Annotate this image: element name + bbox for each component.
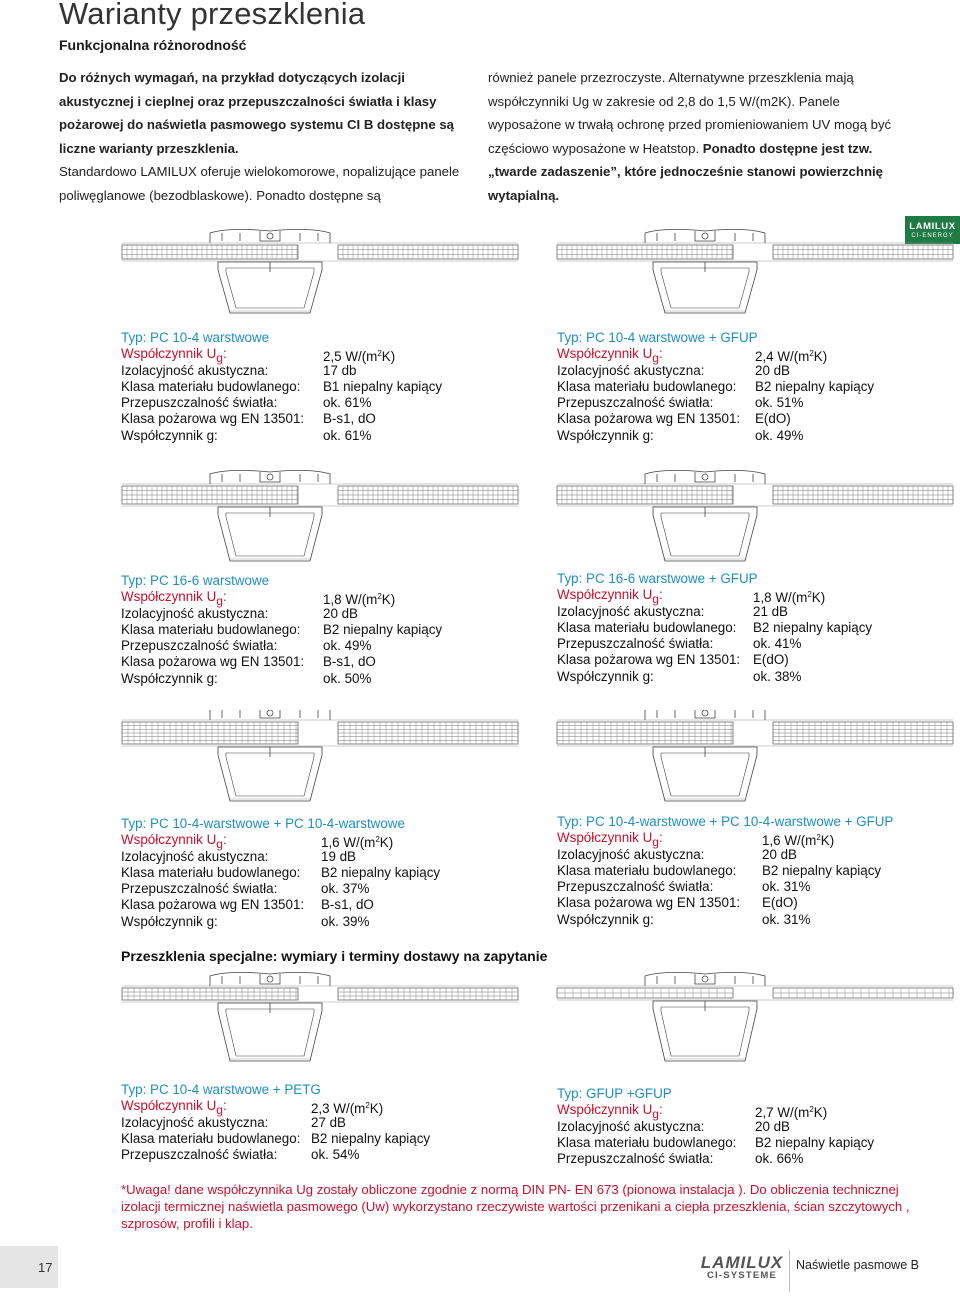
spec-key-light: Przepuszczalność światła: <box>121 638 278 654</box>
spec-value-material: B2 niepalny kapiący <box>321 864 441 880</box>
spec-key: Współczynnik $U_g$: <box>121 346 227 366</box>
spec-key-fire: Klasa pożarowa wg EN 13501: <box>121 411 305 427</box>
spec-row-ug <box>557 830 937 850</box>
profile-drawing-pc-petg <box>120 970 520 1065</box>
footer-product-label: Naświetle pasmowe B <box>796 1258 919 1272</box>
spec-row-material <box>557 379 937 395</box>
spec-value-material: B1 niepalny kapiący <box>323 378 443 394</box>
special-glazing-note: Przeszklenia specjalne: wymiary i terminy dostawy na zapytanie <box>121 948 548 964</box>
spec-key-light: Przepuszczalność światła: <box>121 1147 278 1163</box>
spec-value-acoustic: 20 dB <box>762 846 797 862</box>
spec-key-light: Przepuszczalność światła: <box>557 636 714 652</box>
spec-value-acoustic: 20 dB <box>755 362 790 378</box>
spec-value-acoustic: 20 dB <box>755 1118 790 1134</box>
spec-row-light <box>557 1151 937 1167</box>
ug-subscript: g <box>652 835 659 850</box>
spec-row-material <box>121 1131 541 1147</box>
spec-value-light: ok. 49% <box>323 638 372 654</box>
spec-key-light: Przepuszczalność światła: <box>557 879 714 895</box>
spec-type: Typ: PC 10-4 warstwowe + GFUP <box>557 330 758 345</box>
spec-type: Typ: GFUP +GFUP <box>557 1086 672 1101</box>
spec-row-ug <box>557 1102 937 1122</box>
spec-key-fire: Klasa pożarowa wg EN 13501: <box>121 654 305 670</box>
ug-exponent: 2 <box>375 835 380 845</box>
spec-key-material: Klasa materiału budowlanego: <box>557 619 737 635</box>
spec-row-light <box>121 881 541 897</box>
profile-drawing-double-pc-gfup <box>555 710 955 805</box>
badge-line2: CI-ENERGY <box>911 233 954 239</box>
spec-key-acoustic: Izolacyjność akustyczna: <box>557 846 705 862</box>
ug-label: Współczynnik U <box>557 346 653 362</box>
spec-value-acoustic: 17 db <box>323 362 357 378</box>
ug-label: Współczynnik U <box>121 832 217 848</box>
spec-row-acoustic <box>557 847 937 863</box>
spec-value-light: ok. 66% <box>755 1151 804 1167</box>
spec-type: Typ: PC 10-4-warstwowe + PC 10-4-warstwowe <box>121 816 405 831</box>
badge-line1: LAMILUX <box>909 221 956 232</box>
ug-label: Współczynnik U <box>557 830 653 846</box>
footer-logo-line2: CI-SYSTEME <box>706 1270 778 1281</box>
ug-exponent: 2 <box>809 1105 814 1115</box>
profile-drawing-pc16-6 <box>120 470 520 565</box>
spec-key-fire: Klasa pożarowa wg EN 13501: <box>557 411 741 427</box>
ug-label: Współczynnik U <box>121 589 217 605</box>
ug-unit-end: K) <box>811 590 826 606</box>
spec-type: Typ: PC 10-4 warstwowe <box>121 330 270 345</box>
spec-key-acoustic: Izolacyjność akustyczna: <box>557 1118 705 1134</box>
spec-key-acoustic: Izolacyjność akustyczna: <box>557 362 705 378</box>
profile-drawing-pc10-4-gfup <box>555 227 955 317</box>
lamilux-ci-systeme-logo <box>697 1254 787 1281</box>
spec-value-fire: E(dO) <box>755 411 791 427</box>
profile-drawing-pc10-4 <box>120 227 520 317</box>
spec-row-acoustic <box>121 849 541 865</box>
spec-key-material: Klasa materiału budowlanego: <box>121 1130 301 1146</box>
spec-row-acoustic <box>121 363 541 379</box>
spec-key-g: Współczynnik g: <box>121 913 218 929</box>
spec-row-fire <box>121 411 541 427</box>
spec-value-acoustic: 19 dB <box>321 848 356 864</box>
spec-key-material: Klasa materiału budowlanego: <box>121 864 301 880</box>
spec-row-fire <box>121 654 541 670</box>
spec-key: Współczynnik $U_g$: <box>557 346 663 366</box>
ug-unit-end: K) <box>381 349 396 365</box>
ug-subscript: g <box>216 1103 223 1118</box>
ug-label: Współczynnik U <box>557 587 653 603</box>
ug-exponent: 2 <box>377 592 382 602</box>
ug-unit-end: K) <box>813 349 828 365</box>
spec-block <box>557 1086 937 1167</box>
ug-value: 1,6 W/(m <box>321 835 376 851</box>
spec-row-ug <box>557 587 937 607</box>
spec-key-material: Klasa materiału budowlanego: <box>557 862 737 878</box>
spec-key-material: Klasa materiału budowlanego: <box>121 378 301 394</box>
spec-key-g: Współczynnik g: <box>557 911 654 927</box>
footer-logo-line1: LAMILUX <box>700 1253 784 1272</box>
spec-key-g: Współczynnik g: <box>121 427 218 443</box>
spec-row-light <box>121 1147 541 1163</box>
spec-value-fire: B-s1, dO <box>323 411 376 427</box>
spec-key-material: Klasa materiału budowlanego: <box>121 621 301 637</box>
spec-key-acoustic: Izolacyjność akustyczna: <box>121 605 269 621</box>
profile-drawing-pc16-6-gfup <box>555 470 955 565</box>
ug-exponent: 2 <box>377 349 382 359</box>
spec-value-material: B2 niepalny kapiący <box>755 1134 875 1150</box>
spec-row-g <box>557 912 937 928</box>
spec-row-ug <box>121 832 541 852</box>
ug-subscript: g <box>652 351 659 366</box>
ug-label: Współczynnik U <box>557 1102 653 1118</box>
spec-value-g: ok. 38% <box>753 668 802 684</box>
spec-key-g: Współczynnik g: <box>121 670 218 686</box>
ug-exponent: 2 <box>809 349 814 359</box>
spec-row-ug <box>121 346 541 366</box>
spec-row-fire <box>121 897 541 913</box>
spec-key-light: Przepuszczalność światła: <box>121 881 278 897</box>
spec-key-acoustic: Izolacyjność akustyczna: <box>121 362 269 378</box>
spec-key: Współczynnik $U_g$: <box>121 589 227 609</box>
spec-key-fire: Klasa pożarowa wg EN 13501: <box>121 897 305 913</box>
spec-value-material: B2 niepalny kapiący <box>755 378 875 394</box>
spec-row-acoustic <box>557 363 937 379</box>
spec-key: Współczynnik $U_g$: <box>121 832 227 852</box>
spec-row-light <box>557 395 937 411</box>
spec-value-g: ok. 31% <box>762 911 811 927</box>
spec-block <box>557 330 937 444</box>
spec-type: Typ: PC 10-4 warstwowe + PETG <box>121 1082 321 1097</box>
spec-value-light: ok. 31% <box>762 879 811 895</box>
spec-block <box>121 573 541 687</box>
intro-normal-text-right: również panele przezroczyste. Alternatywne przeszklenia mają współczynniki Ug w zakresie od 2,8 do 1,5 W/(m2K). Panele wyposażone w trwałą ochronę przed promieniowaniem UV mogą być częściowo wyposażone w Heatstop. <box>488 70 892 156</box>
ug-unit-end: K) <box>381 592 396 608</box>
spec-type: Typ: PC 16-6 warstwowe <box>121 573 270 588</box>
spec-row-material <box>121 865 541 881</box>
footer-divider <box>789 1250 790 1292</box>
spec-row-acoustic <box>121 1115 541 1131</box>
ug-label: Współczynnik U <box>121 1098 217 1114</box>
intro-bold-text-right: Ponadto dostępne jest tzw. „twarde zadaszenie”, które jednocześnie stanowi powierzchnię wytapialną. <box>488 140 884 203</box>
ug-value: 2,7 W/(m <box>755 1105 810 1121</box>
spec-row-light <box>121 395 541 411</box>
ug-unit-end: K) <box>379 835 394 851</box>
spec-key: Współczynnik $U_g$: <box>557 830 663 850</box>
spec-key-g: Współczynnik g: <box>557 427 654 443</box>
ug-value: 1,6 W/(m <box>762 833 817 849</box>
spec-value-g: ok. 50% <box>323 670 372 686</box>
spec-type: Typ: PC 16-6 warstwowe + GFUP <box>557 571 758 586</box>
spec-key-fire: Klasa pożarowa wg EN 13501: <box>557 895 741 911</box>
spec-key-material: Klasa materiału budowlanego: <box>557 378 737 394</box>
spec-key-material: Klasa materiału budowlanego: <box>557 1134 737 1150</box>
spec-key-fire: Klasa pożarowa wg EN 13501: <box>557 652 741 668</box>
ug-exponent: 2 <box>816 833 821 843</box>
ug-label: Współczynnik U <box>121 346 217 362</box>
spec-value-light: ok. 51% <box>755 395 804 411</box>
spec-row-g <box>121 914 541 930</box>
spec-block <box>121 330 541 444</box>
spec-row-g <box>121 671 541 687</box>
spec-key-light: Przepuszczalność światła: <box>557 395 714 411</box>
spec-row-acoustic <box>557 604 937 620</box>
spec-value-light: ok. 37% <box>321 881 370 897</box>
spec-row-ug <box>557 346 937 366</box>
ug-exponent: 2 <box>807 590 812 600</box>
ug-unit-end: K) <box>369 1101 384 1117</box>
spec-value-g: ok. 39% <box>321 913 370 929</box>
spec-row-light <box>557 636 937 652</box>
spec-row-g <box>121 428 541 444</box>
spec-type: Typ: PC 10-4-warstwowe + PC 10-4-warstwowe + GFUP <box>557 814 894 829</box>
spec-row-material <box>121 622 541 638</box>
ug-subscript: g <box>652 1107 659 1122</box>
spec-block <box>121 816 541 930</box>
spec-row-ug <box>121 1098 541 1118</box>
page-subtitle: Funkcjonalna różnorodność <box>59 37 247 53</box>
ug-value: 1,8 W/(m <box>753 590 808 606</box>
profile-drawing-double-pc <box>120 710 520 805</box>
spec-value-g: ok. 49% <box>755 427 804 443</box>
ug-exponent: 2 <box>365 1101 370 1111</box>
intro-right-column <box>488 66 902 207</box>
spec-value-fire: E(dO) <box>762 895 798 911</box>
spec-row-acoustic <box>557 1119 937 1135</box>
spec-row-material <box>121 379 541 395</box>
ug-value: 2,4 W/(m <box>755 349 810 365</box>
spec-key: Współczynnik $U_g$: <box>557 1102 663 1122</box>
ug-unit-end: K) <box>813 1105 828 1121</box>
spec-key-g: Współczynnik g: <box>557 668 654 684</box>
ug-subscript: g <box>652 592 659 607</box>
spec-value-light: ok. 61% <box>323 395 372 411</box>
spec-key-acoustic: Izolacyjność akustyczna: <box>121 848 269 864</box>
spec-value-material: B2 niepalny kapiący <box>762 862 882 878</box>
intro-bold-text: Do różnych wymagań, na przykład dotyczących izolacji akustycznej i cieplnej oraz przepuszczalności światła i klasy pożarowej do naświetla pasmowego systemu CI B dostępne są liczne warianty przeszklenia. <box>59 70 454 156</box>
spec-value-fire: B-s1, dO <box>321 897 374 913</box>
spec-value-acoustic: 27 dB <box>311 1114 346 1130</box>
spec-row-material <box>557 620 937 636</box>
spec-value-material: B2 niepalny kapiący <box>753 619 873 635</box>
footnote-note: *Uwaga! dane współczynnika Ug zostały obliczone zgodnie z normą DIN PN- EN 673 (pionowa instalacja ). Do obliczenia technicznej izolacji termicznej naświetla pasmowego (Uw) wykorzystano rzeczywiste wartości przenikani a ciepła przeszklenia, ścian szczytowych , szprosów, profili i klap. <box>121 1182 910 1231</box>
page-title: Warianty przeszklenia <box>59 0 366 31</box>
spec-row-fire <box>557 652 937 668</box>
spec-block <box>557 571 937 685</box>
intro-normal-text: Standardowo LAMILUX oferuje wielokomorowe, nopalizujące panele poliwęglanowe (bezodblaskowe). Ponadto dostępne są <box>59 164 460 203</box>
ug-value: 1,8 W/(m <box>323 592 378 608</box>
spec-key-light: Przepuszczalność światła: <box>557 1151 714 1167</box>
spec-row-fire <box>557 411 937 427</box>
page-number: 17 <box>38 1260 53 1275</box>
spec-row-acoustic <box>121 606 541 622</box>
spec-key-acoustic: Izolacyjność akustyczna: <box>557 603 705 619</box>
spec-value-light: ok. 41% <box>753 636 802 652</box>
spec-key-acoustic: Izolacyjność akustyczna: <box>121 1114 269 1130</box>
spec-block <box>557 814 937 928</box>
spec-row-material <box>557 1135 937 1151</box>
spec-row-material <box>557 863 937 879</box>
spec-row-g <box>557 669 937 685</box>
spec-key-light: Przepuszczalność światła: <box>121 395 278 411</box>
spec-row-light <box>121 638 541 654</box>
spec-value-acoustic: 20 dB <box>323 605 358 621</box>
spec-row-ug <box>121 589 541 609</box>
spec-value-material: B2 niepalny kapiący <box>311 1130 431 1146</box>
spec-value-g: ok. 61% <box>323 427 372 443</box>
spec-row-fire <box>557 895 937 911</box>
spec-value-light: ok. 54% <box>311 1147 360 1163</box>
profile-drawing-gfup-gfup <box>555 970 955 1065</box>
ug-value: 2,5 W/(m <box>323 349 378 365</box>
ug-subscript: g <box>216 351 223 366</box>
spec-value-material: B2 niepalny kapiący <box>323 621 443 637</box>
spec-key: Współczynnik $U_g$: <box>121 1098 227 1118</box>
ug-value: 2,3 W/(m <box>311 1101 366 1117</box>
spec-value-fire: B-s1, dO <box>323 654 376 670</box>
spec-row-g <box>557 428 937 444</box>
ug-subscript: g <box>216 837 223 852</box>
spec-row-light <box>557 879 937 895</box>
intro-left-column <box>59 66 471 207</box>
spec-key: Współczynnik $U_g$: <box>557 587 663 607</box>
ug-subscript: g <box>216 594 223 609</box>
spec-value-fire: E(dO) <box>753 652 789 668</box>
ug-unit-end: K) <box>820 833 835 849</box>
spec-value-acoustic: 21 dB <box>753 603 788 619</box>
spec-block <box>121 1082 541 1163</box>
